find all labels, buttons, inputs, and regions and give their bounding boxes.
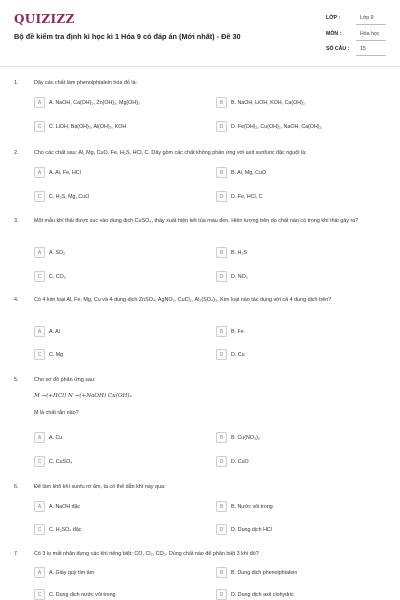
option-letter-box: B: [216, 432, 227, 443]
option-text: C. CO₂: [49, 273, 66, 280]
option-letter-box: D: [216, 524, 227, 535]
option-letter-box: B: [216, 97, 227, 108]
option-text: C. LiOH, Ba(OH)₂, Al(OH)₃, KOH: [49, 123, 127, 130]
option-a[interactable]: [34, 432, 202, 443]
question-text: Cho các chất sau: Al, Mg, CuO, Fe, H₂S, HCl, C. Dãy gồm các chất không phản ứng với axit sunfuric đặc nguội là:: [34, 150, 307, 156]
option-letter-box: D: [216, 589, 227, 600]
option-letter-box: C: [34, 191, 45, 202]
option-text: B. H₂S: [231, 249, 247, 256]
question-subtext: M là chất rắn nào?: [34, 410, 79, 416]
option-letter-box: B: [216, 247, 227, 258]
question-number: 4.: [14, 297, 19, 303]
option-text: A. NaOH đặc: [49, 503, 81, 510]
question-text: Để làm khô khí sunfu rơ ẩm, ta có thể dẫn khí này qua:: [34, 484, 166, 490]
option-d[interactable]: [216, 524, 384, 535]
question-number: 1.: [14, 80, 19, 86]
option-b[interactable]: [216, 167, 384, 178]
option-text: B. Nước vôi trong: [231, 503, 273, 510]
question-number: 7.: [14, 551, 19, 557]
option-text: D. Cu: [231, 351, 245, 358]
option-d[interactable]: [216, 271, 384, 282]
meta-value-count: 15: [360, 46, 366, 52]
option-letter-box: C: [34, 271, 45, 282]
option-c[interactable]: [34, 589, 202, 600]
option-c[interactable]: [34, 271, 202, 282]
option-text: B. Fe: [231, 328, 244, 335]
question-text: Cho sơ đồ phản ứng sau:: [34, 377, 96, 383]
option-b[interactable]: [216, 326, 384, 337]
option-text: D. Fe(OH)₂, Cu(OH)₂, NaOH, Ca(OH)₂: [231, 123, 322, 130]
question-number: 3.: [14, 218, 19, 224]
question-number: 2.: [14, 150, 19, 156]
option-c[interactable]: [34, 349, 202, 360]
question-number: 5.: [14, 377, 19, 383]
option-a[interactable]: [34, 247, 202, 258]
option-text: B. Cu(NO₃)₂: [231, 434, 260, 441]
option-letter-box: A: [34, 167, 45, 178]
option-c[interactable]: [34, 121, 202, 132]
option-d[interactable]: [216, 349, 384, 360]
meta-value-class: Lớp 9: [360, 15, 374, 21]
option-text: A. Al, Fe, HCl: [49, 169, 81, 176]
worksheet-header: [0, 0, 400, 66]
option-text: B. Dung dịch phenolphtalein: [231, 569, 298, 576]
option-letter-box: D: [216, 121, 227, 132]
option-letter-box: C: [34, 121, 45, 132]
reaction-formula: M →(+HCl) N →(+NaOH) Cu(OH)₂: [34, 393, 132, 399]
option-a[interactable]: [34, 501, 202, 512]
option-text: C. Dung dịch nước vôi trong: [49, 591, 116, 598]
option-c[interactable]: [34, 456, 202, 467]
option-b[interactable]: [216, 567, 384, 578]
option-letter-box: C: [34, 349, 45, 360]
option-letter-box: C: [34, 589, 45, 600]
option-letter-box: A: [34, 97, 45, 108]
option-letter-box: D: [216, 191, 227, 202]
option-c[interactable]: [34, 191, 202, 202]
brand-logo: QUIZIZZ: [14, 12, 75, 26]
option-d[interactable]: [216, 121, 384, 132]
option-a[interactable]: [34, 567, 202, 578]
option-text: A. SO₂: [49, 249, 66, 256]
option-text: D. NO₂: [231, 273, 248, 280]
option-letter-box: A: [34, 501, 45, 512]
option-text: B. Al, Mg, CuO: [231, 169, 267, 176]
option-d[interactable]: [216, 456, 384, 467]
option-text: C. H₂S, Mg, CuO: [49, 193, 90, 200]
option-letter-box: C: [34, 456, 45, 467]
option-text: D. Dung dịch HCl: [231, 526, 272, 533]
meta-label-class: LỚP :: [326, 15, 341, 21]
option-d[interactable]: [216, 191, 384, 202]
option-letter-box: D: [216, 271, 227, 282]
option-a[interactable]: [34, 167, 202, 178]
option-text: B. NaOH, LiOH, KOH, Ca(OH)₂: [231, 99, 305, 106]
question-number: 6.: [14, 484, 19, 490]
question-text: Có 4 kim loại Al, Fe, Mg, Cu và 4 dung dịch ZnSO₄, AgNO₃, CuCl₂, Al₂(SO₄)₃. Kim loại nào tác dụng với cả 4 dung dịch trên?: [34, 297, 332, 303]
option-b[interactable]: [216, 247, 384, 258]
question-text: Một mẫu khí thải được sục vào dung dịch CuSO₄, thấy xuất hiện kết tủa màu đen. Hiện tượng trên do chất nào có trong khí thải gây ra?: [34, 218, 359, 224]
option-letter-box: C: [34, 524, 45, 535]
option-letter-box: B: [216, 167, 227, 178]
meta-label-subject: MÔN :: [326, 31, 342, 37]
option-text: A. NaOH, Ca(OH)₂, Zn(OH)₂, Mg(OH)₂: [49, 99, 140, 106]
option-text: C. H₂SO₄ đặc: [49, 526, 82, 533]
option-text: C. CuSO₄: [49, 458, 73, 465]
option-d[interactable]: [216, 589, 384, 600]
option-letter-box: B: [216, 326, 227, 337]
option-letter-box: B: [216, 501, 227, 512]
option-letter-box: D: [216, 349, 227, 360]
meta-divider: [356, 55, 386, 56]
meta-value-subject: Hóa học: [360, 31, 380, 37]
option-text: D. CuO: [231, 458, 249, 465]
option-letter-box: A: [34, 247, 45, 258]
option-letter-box: A: [34, 432, 45, 443]
question-text: Dãy các chất làm phenolphtalein hóa đỏ là:: [34, 80, 138, 86]
option-a[interactable]: [34, 97, 202, 108]
option-text: D. Fe, HCl, C: [231, 193, 263, 200]
option-text: C. Mg: [49, 351, 64, 358]
option-text: A. Cu: [49, 434, 63, 441]
option-b[interactable]: [216, 501, 384, 512]
option-text: D. Dung dịch axit clohydric: [231, 591, 294, 598]
option-c[interactable]: [34, 524, 202, 535]
meta-divider: [356, 24, 386, 25]
option-text: A. Al: [49, 328, 60, 335]
option-letter-box: B: [216, 567, 227, 578]
option-letter-box: D: [216, 456, 227, 467]
question-text: Có 3 lọ mất nhãn đựng các khí riêng biệt: CO, Cl₂, CO₂. Dùng chất nào để phân biệt 3 khí đó?: [34, 551, 259, 557]
option-letter-box: A: [34, 326, 45, 337]
option-a[interactable]: [34, 326, 202, 337]
worksheet-title: Bộ đề kiểm tra định kì học kì 1 Hóa 9 có đáp án (Mới nhất) - Đề 30: [14, 32, 241, 41]
option-letter-box: A: [34, 567, 45, 578]
header-divider: [0, 66, 400, 67]
option-b[interactable]: [216, 97, 384, 108]
meta-divider: [356, 40, 386, 41]
meta-label-count: SỐ CÂU :: [326, 46, 350, 52]
option-text: A. Giấy quỳ tím ẩm: [49, 569, 95, 576]
option-b[interactable]: [216, 432, 384, 443]
